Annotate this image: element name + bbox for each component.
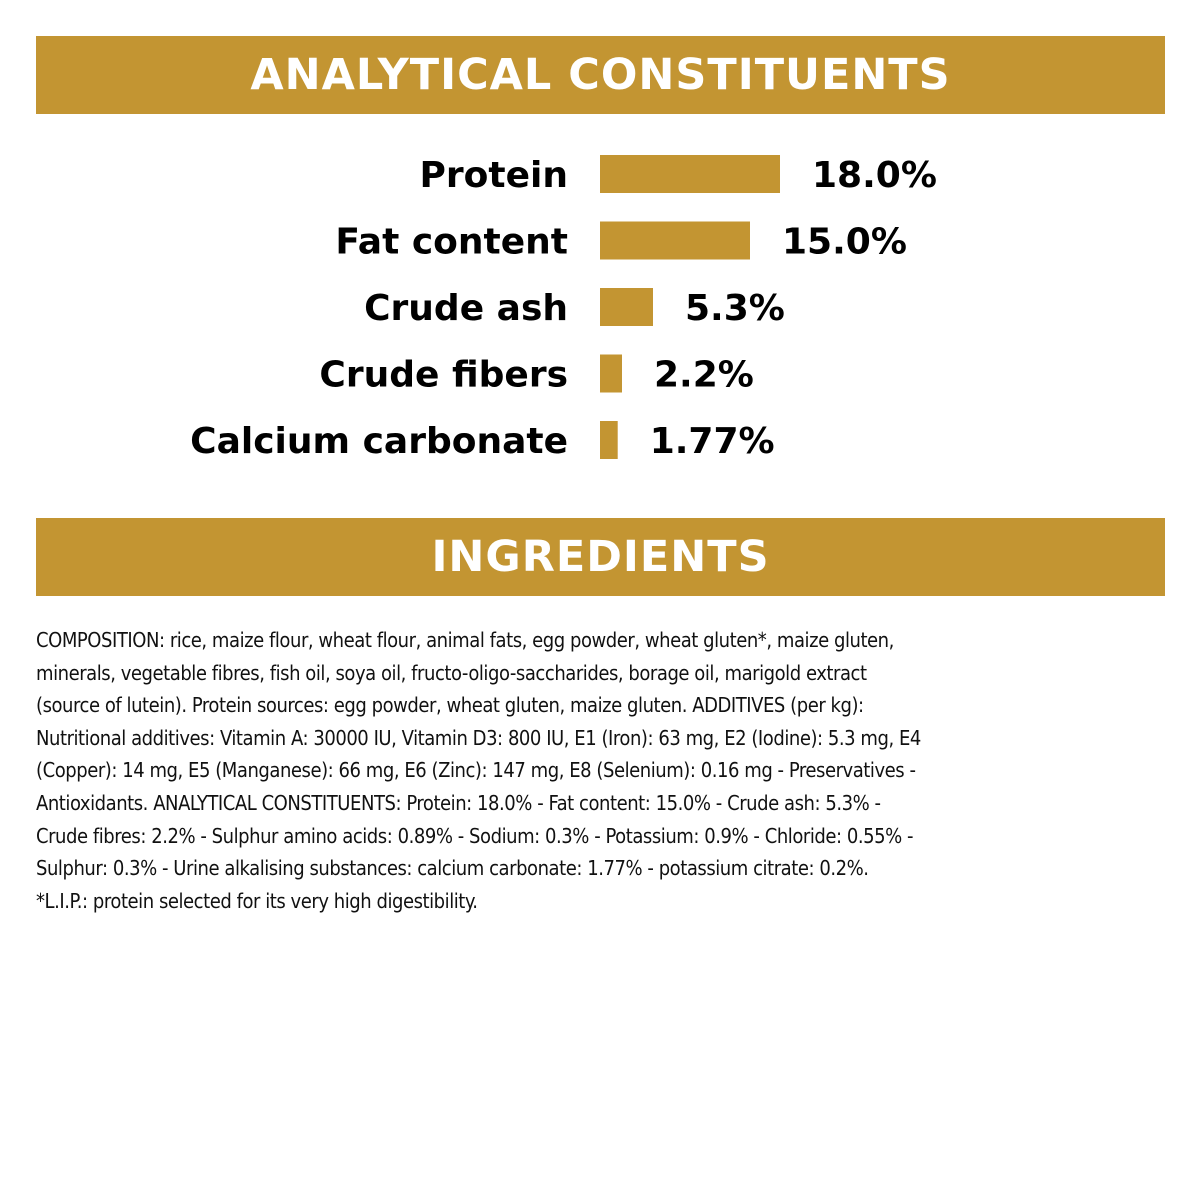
analytical-constituents-banner: [36, 36, 1165, 114]
value-label: 2.2%: [654, 354, 754, 396]
ingredients-line: *L.I.P.: protein selected for its very high digestibility.: [36, 888, 478, 913]
ingredients-line: (Copper): 14 mg, E5 (Manganese): 66 mg, E6 (Zinc): 147 mg, E8 (Selenium): 0.16 mg - Preservatives -: [36, 758, 916, 783]
value-label: 15.0%: [782, 221, 907, 263]
value-label: 5.3%: [685, 288, 785, 329]
ingredients-banner: [36, 518, 1165, 596]
category-label: Calcium carbonate: [190, 421, 568, 462]
ingredients-line: Antioxidants. ANALYTICAL CONSTITUENTS: Protein: 18.0% - Fat content: 15.0% - Crude ash: 5.3% -: [36, 790, 881, 815]
ingredients-line: Nutritional additives: Vitamin A: 30000 IU, Vitamin D3: 800 IU, E1 (Iron): 63 mg, E2 (Iodine): 5.3 mg, E4: [36, 725, 921, 750]
ingredients-line: minerals, vegetable fibres, fish oil, soya oil, fructo-oligo-saccharides, borage oil, marigold extract: [36, 660, 867, 685]
bar: [600, 421, 618, 459]
analytical-constituents-chart: [0, 140, 1200, 480]
ingredients-line: Sulphur: 0.3% - Urine alkalising substances: calcium carbonate: 1.77% - potassium citrate: 0.2%.: [36, 856, 869, 881]
value-label: 18.0%: [812, 155, 937, 196]
ingredients-line: COMPOSITION: rice, maize flour, wheat flour, animal fats, egg powder, wheat gluten*, maize gluten,: [36, 628, 894, 652]
category-label: Crude fibers: [319, 354, 568, 396]
analytical-constituents-title: ANALYTICAL CONSTITUENTS: [250, 50, 951, 100]
bar: [600, 222, 750, 260]
ingredients-line: (source of lutein). Protein sources: egg powder, wheat gluten, maize gluten. ADDITIVES (per kg):: [36, 693, 864, 718]
ingredients-title: INGREDIENTS: [431, 532, 770, 582]
bar: [600, 355, 622, 393]
category-label: Fat content: [335, 221, 568, 263]
bar: [600, 155, 780, 193]
bar: [600, 288, 653, 326]
category-label: Protein: [419, 155, 568, 196]
ingredients-line: Crude fibres: 2.2% - Sulphur amino acids: 0.89% - Sodium: 0.3% - Potassium: 0.9% - Chloride: 0.55% -: [36, 823, 914, 848]
ingredients-text: [36, 624, 1166, 917]
category-label: Crude ash: [364, 288, 568, 329]
value-label: 1.77%: [649, 421, 775, 462]
